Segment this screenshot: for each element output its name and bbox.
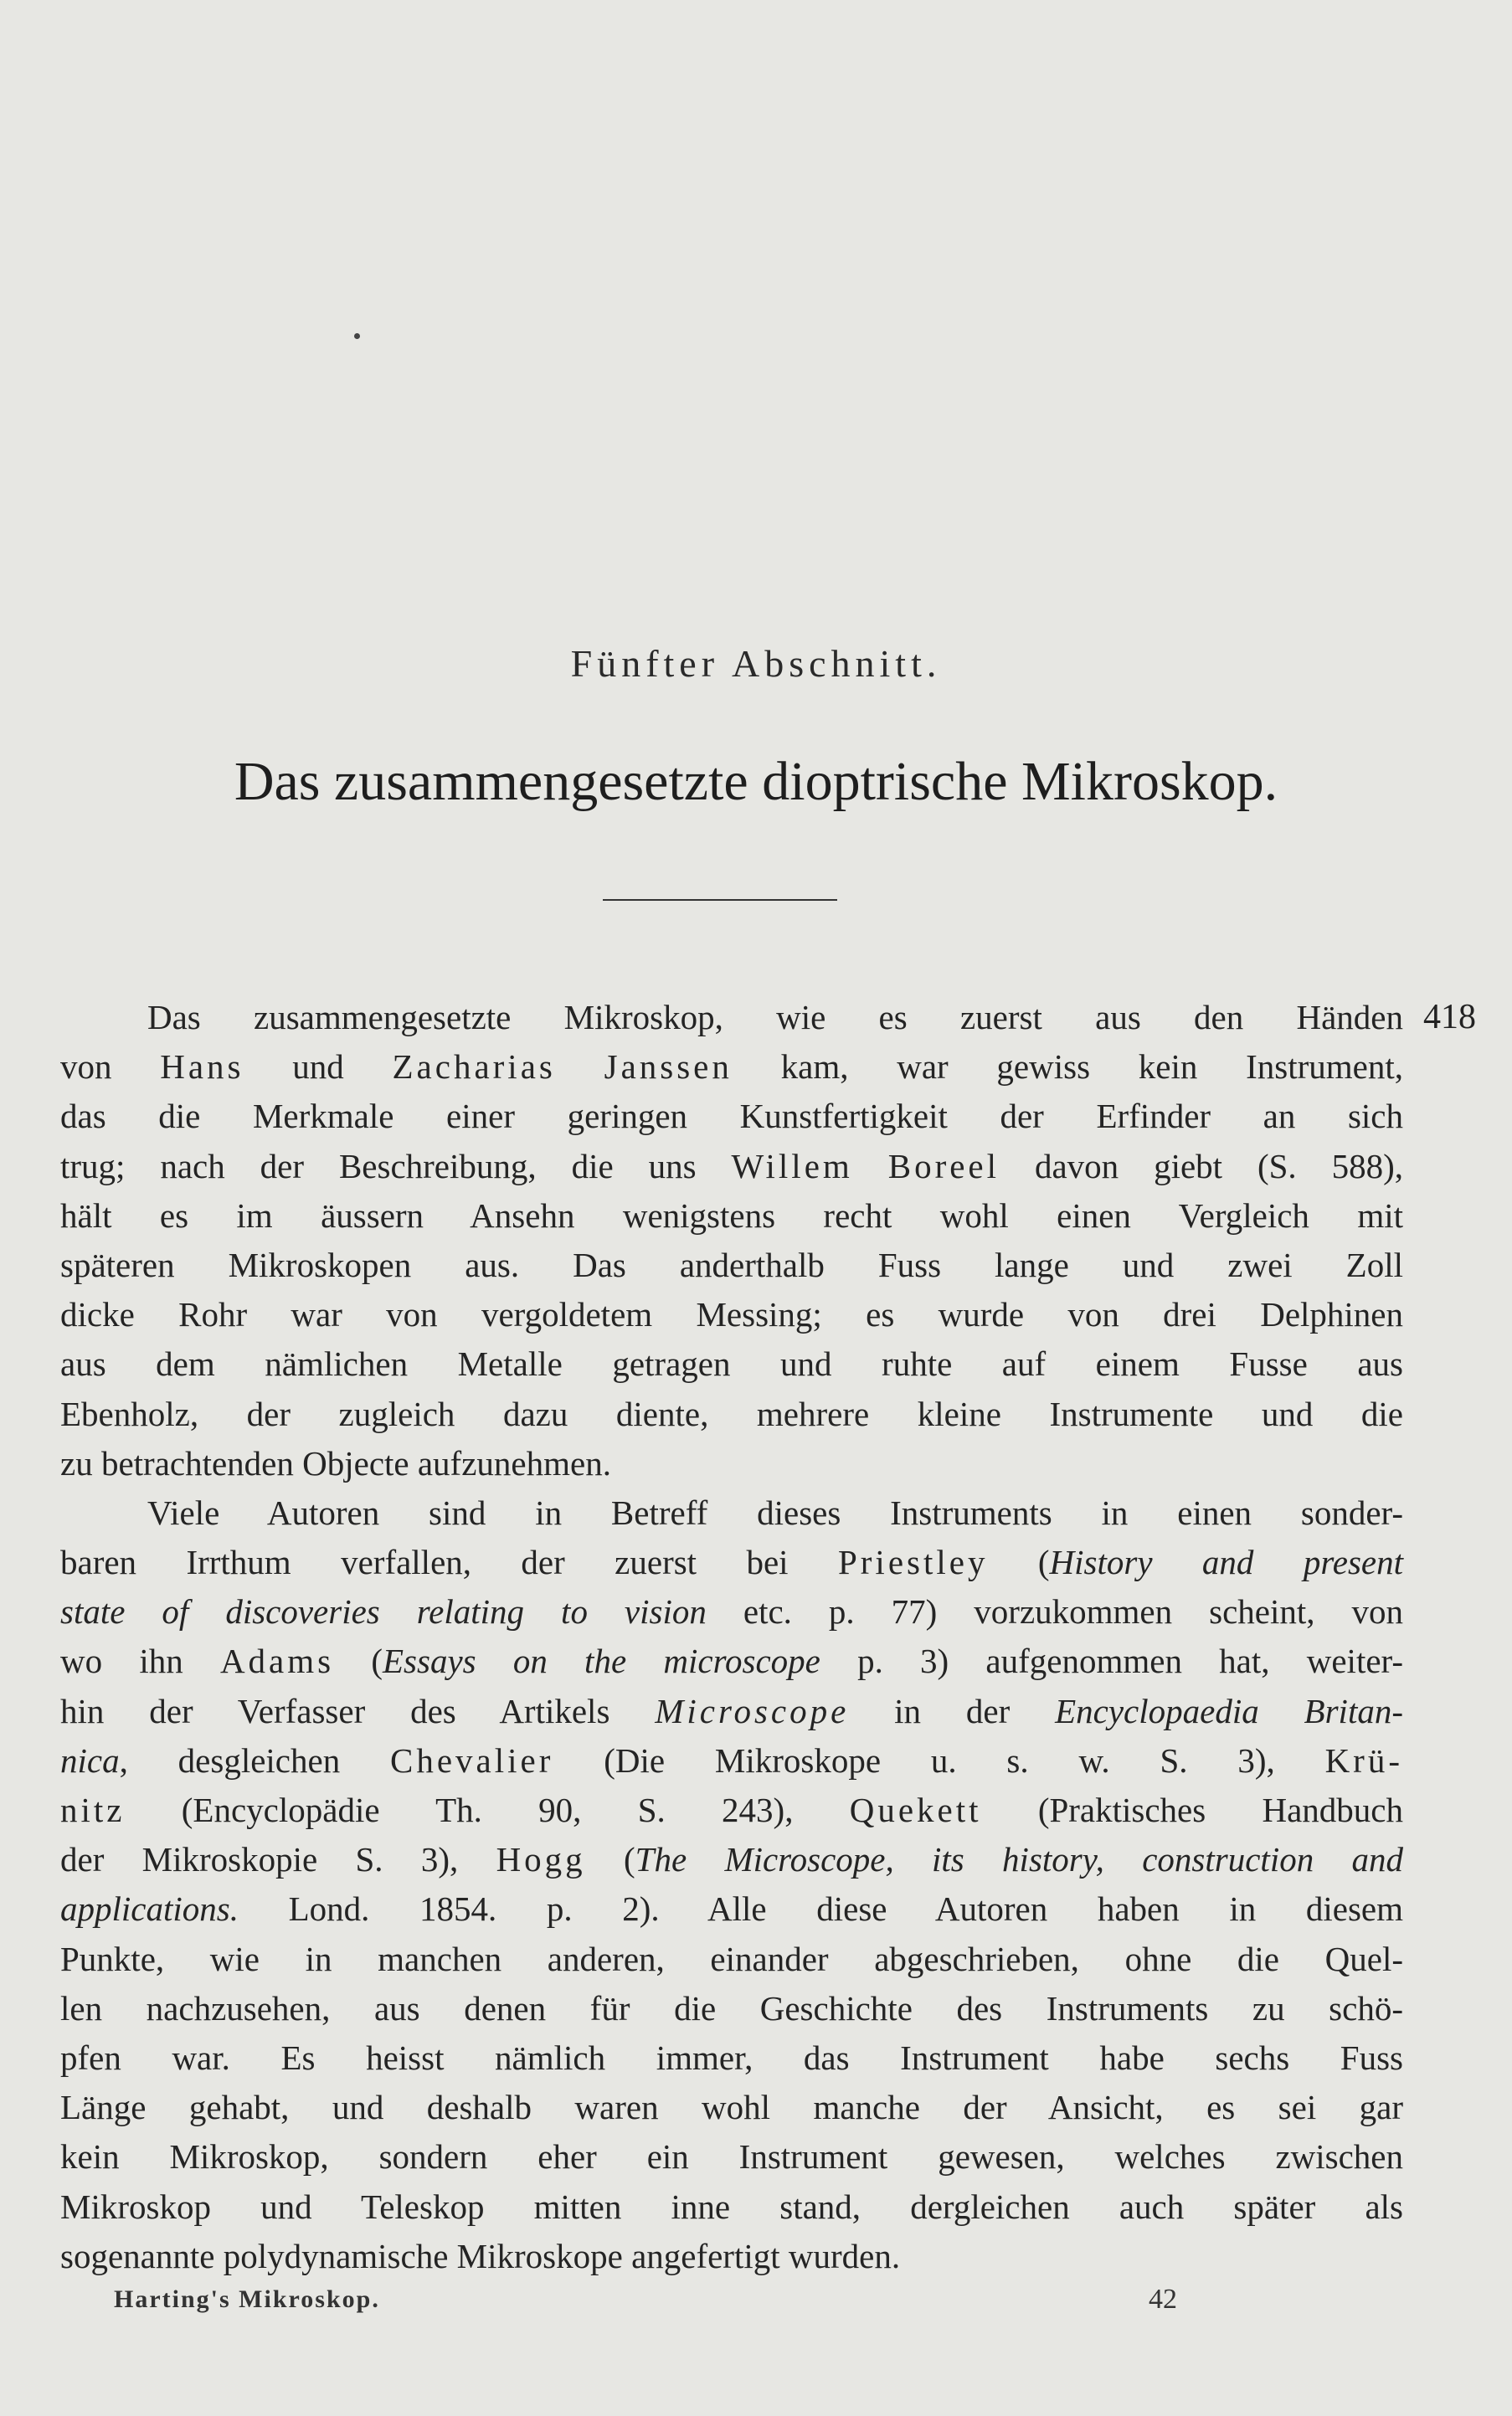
text-line: state of discoveries relating to vision etc. p. 77) vorzukommen scheint, von <box>60 1592 1403 1632</box>
text-line: applications. Lond. 1854. p. 2). Alle diese Autoren haben in diesem <box>60 1889 1403 1929</box>
title-rule <box>603 899 837 901</box>
text-line: len nachzusehen, aus denen für die Geschichte des Instruments zu schö- <box>60 1988 1403 2028</box>
text-line: hält es im äussern Ansehn wenigstens recht wohl einen Vergleich mit <box>60 1195 1403 1235</box>
text-line: sogenannte polydynamische Mikroskope angefertigt wurden. <box>60 2236 901 2275</box>
text-line: wo ihn Adams (Essays on the microscope p. 3) aufgenommen hat, weiter- <box>60 1642 1404 1681</box>
name-hans: Hans <box>160 1047 244 1087</box>
text-line: nitz (Encyclopädie Th. 90, S. 243), Quekett (Praktisches Handbuch <box>60 1791 1404 1829</box>
text-line: Mikroskop und Teleskop mitten inne stand, dergleichen auch später als <box>60 2187 1403 2226</box>
name-boreel: Boreel <box>887 1146 1000 1185</box>
ink-speck <box>354 333 360 339</box>
text-line: nica, desgleichen Chevalier (Die Mikroskope u. s. w. S. 3), Krü- <box>60 1740 1403 1780</box>
name-chevalier: Chevalier <box>390 1740 554 1780</box>
text-line: zu betrachtenden Objecte aufzunehmen. <box>60 1443 611 1483</box>
name-kruenitz: Krü- <box>1324 1740 1403 1780</box>
text-line: Länge gehabt, und deshalb waren wohl manche der Ansicht, es sei gar <box>60 2088 1403 2127</box>
text-line: dicke Rohr war von vergoldetem Messing; es wurde von drei Delphinen <box>60 1295 1403 1334</box>
text-line: baren Irrthum verfallen, der zuerst bei Priestley (History and present <box>60 1543 1403 1582</box>
text-line: Viele Autoren sind in Betreff dieses Instruments in einen sonder- <box>147 1493 1403 1532</box>
name-adams: Adams <box>219 1642 335 1681</box>
text-line: Das zusammengesetzte Mikroskop, wie es zuerst aus den Händen <box>147 998 1403 1036</box>
chapter-title: Das zusammengesetzte dioptrische Mikroskop. <box>234 751 1278 812</box>
text-line: pfen war. Es heisst nämlich immer, das Instrument habe sechs Fuss <box>60 2038 1403 2077</box>
text-line: das die Merkmale einer geringen Kunstfertigkeit der Erfinder an sich <box>60 1097 1403 1136</box>
name-priestley: Priestley <box>837 1543 989 1582</box>
name-janssen: Janssen <box>604 1047 733 1087</box>
body-text <box>60 993 1403 2281</box>
text-line: von Hans und Zacharias Janssen kam, war gewiss kein Instrument, <box>60 1047 1403 1087</box>
paragraph-2 <box>60 1488 1403 2281</box>
text-line: späteren Mikroskopen aus. Das anderthalb Fuss lange und zwei Zoll <box>60 1245 1403 1284</box>
text-line: aus dem nämlichen Metalle getragen und ruhte auf einem Fusse aus <box>60 1344 1403 1384</box>
text-line: hin der Verfasser des Artikels Microscope in der Encyclopaedia Britan- <box>60 1691 1403 1730</box>
running-footer-title: Harting's Mikroskop. <box>114 2285 380 2313</box>
signature-mark: 42 <box>1149 2284 1177 2315</box>
text-line: Ebenholz, der zugleich dazu diente, mehrere kleine Instrumente und die <box>60 1394 1403 1433</box>
text-line: kein Mikroskop, sondern eher ein Instrument gewesen, welches zwischen <box>60 2137 1403 2177</box>
text-line: der Mikroskopie S. 3), Hogg (The Microscope, its history, construction and <box>60 1840 1404 1879</box>
paragraph-1 <box>60 993 1403 1488</box>
name-zacharias: Zacharias <box>392 1047 556 1087</box>
name-willem: Willem <box>731 1146 853 1185</box>
name-hogg: Hogg <box>496 1840 586 1879</box>
name-quekett: Quekett <box>849 1791 982 1829</box>
text-line: Punkte, wie in manchen anderen, einander abgeschrieben, ohne die Quel- <box>60 1939 1403 1978</box>
margin-number: 418 <box>1423 998 1476 1036</box>
section-heading: Fünfter Abschnitt. <box>570 642 942 685</box>
text-line: trug; nach der Beschreibung, die uns Willem Boreel davon giebt (S. 588), <box>60 1146 1404 1185</box>
